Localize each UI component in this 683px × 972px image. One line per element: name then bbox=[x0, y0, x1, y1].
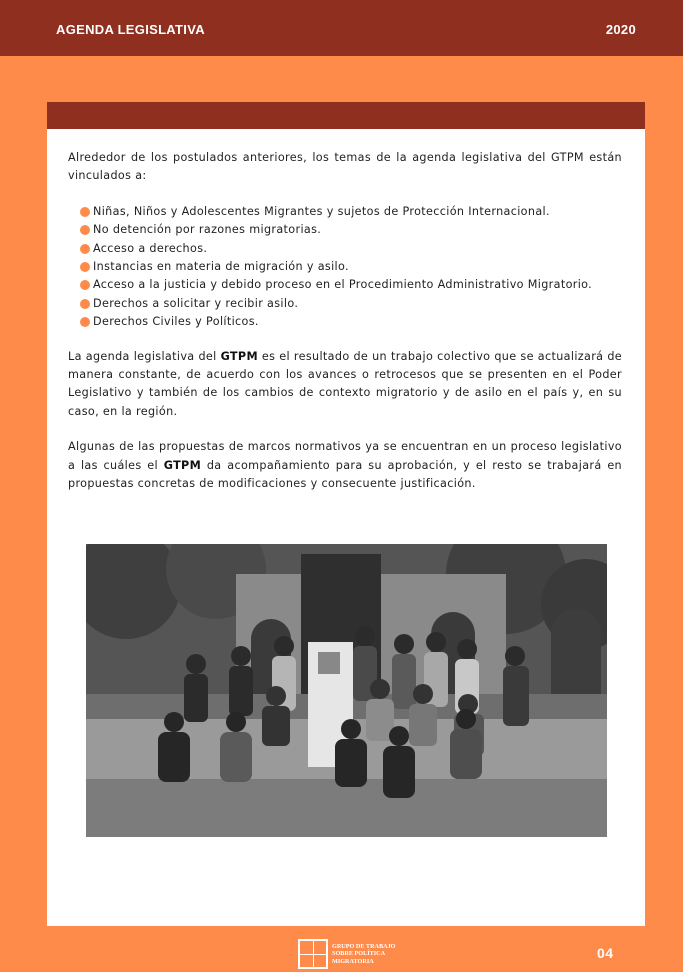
page-number: 04 bbox=[597, 945, 614, 961]
card-header-bar bbox=[47, 102, 645, 129]
document-title: AGENDA LEGISLATIVA bbox=[56, 22, 205, 37]
top-header-bar bbox=[0, 0, 683, 56]
bullet-dot-icon bbox=[80, 299, 90, 309]
bullet-dot-icon bbox=[80, 280, 90, 290]
list-item: Acceso a derechos. bbox=[68, 240, 622, 258]
intro-paragraph: Alrededor de los postulados anteriores, los temas de la agenda legislativa del GTPM están vinculados a: bbox=[68, 151, 622, 183]
list-item: Instancias en materia de migración y asilo. bbox=[68, 258, 622, 276]
bullet-dot-icon bbox=[80, 317, 90, 327]
bullet-dot-icon bbox=[80, 262, 90, 272]
body-text bbox=[68, 149, 622, 494]
topics-list bbox=[68, 203, 622, 332]
logo-mark-icon bbox=[298, 939, 328, 969]
logo-text: GRUPO DE TRABAJO SOBRE POLÍTICA MIGRATORIA bbox=[332, 942, 396, 965]
group-photo bbox=[86, 544, 607, 837]
list-item: Derechos Civiles y Políticos. bbox=[68, 313, 622, 331]
bullet-dot-icon bbox=[80, 207, 90, 217]
document-year: 2020 bbox=[605, 22, 636, 37]
content-card bbox=[47, 102, 645, 926]
bullet-dot-icon bbox=[80, 225, 90, 235]
list-item: Derechos a solicitar y recibir asilo. bbox=[68, 295, 622, 313]
paragraph-agenda: La agenda legislativa del GTPM es el resultado de un trabajo colectivo que se actualizará de manera constante, de acuerdo con los avances o retrocesos que se presenten en el Poder Legislativo y también de los cambios de contexto migratorio y de asilo en el país y, en su caso, en la región. bbox=[68, 349, 623, 418]
list-item: Niñas, Niños y Adolescentes Migrantes y sujetos de Protección Internacional. bbox=[68, 203, 622, 221]
gtpm-logo bbox=[298, 938, 398, 970]
list-item: No detención por razones migratorias. bbox=[68, 221, 622, 239]
paragraph-proposals: Algunas de las propuestas de marcos normativos ya se encuentran en un proceso legislativo a las cuáles el GTPM da acompañamiento para su aprobación, y el resto se trabajará en propuestas concretas de modificaciones y consecuente justificación. bbox=[68, 440, 622, 491]
group-photo-illustration bbox=[86, 544, 607, 837]
bullet-dot-icon bbox=[80, 244, 90, 254]
list-item: Acceso a la justicia y debido proceso en el Procedimiento Administrativo Migratorio. bbox=[68, 276, 622, 294]
